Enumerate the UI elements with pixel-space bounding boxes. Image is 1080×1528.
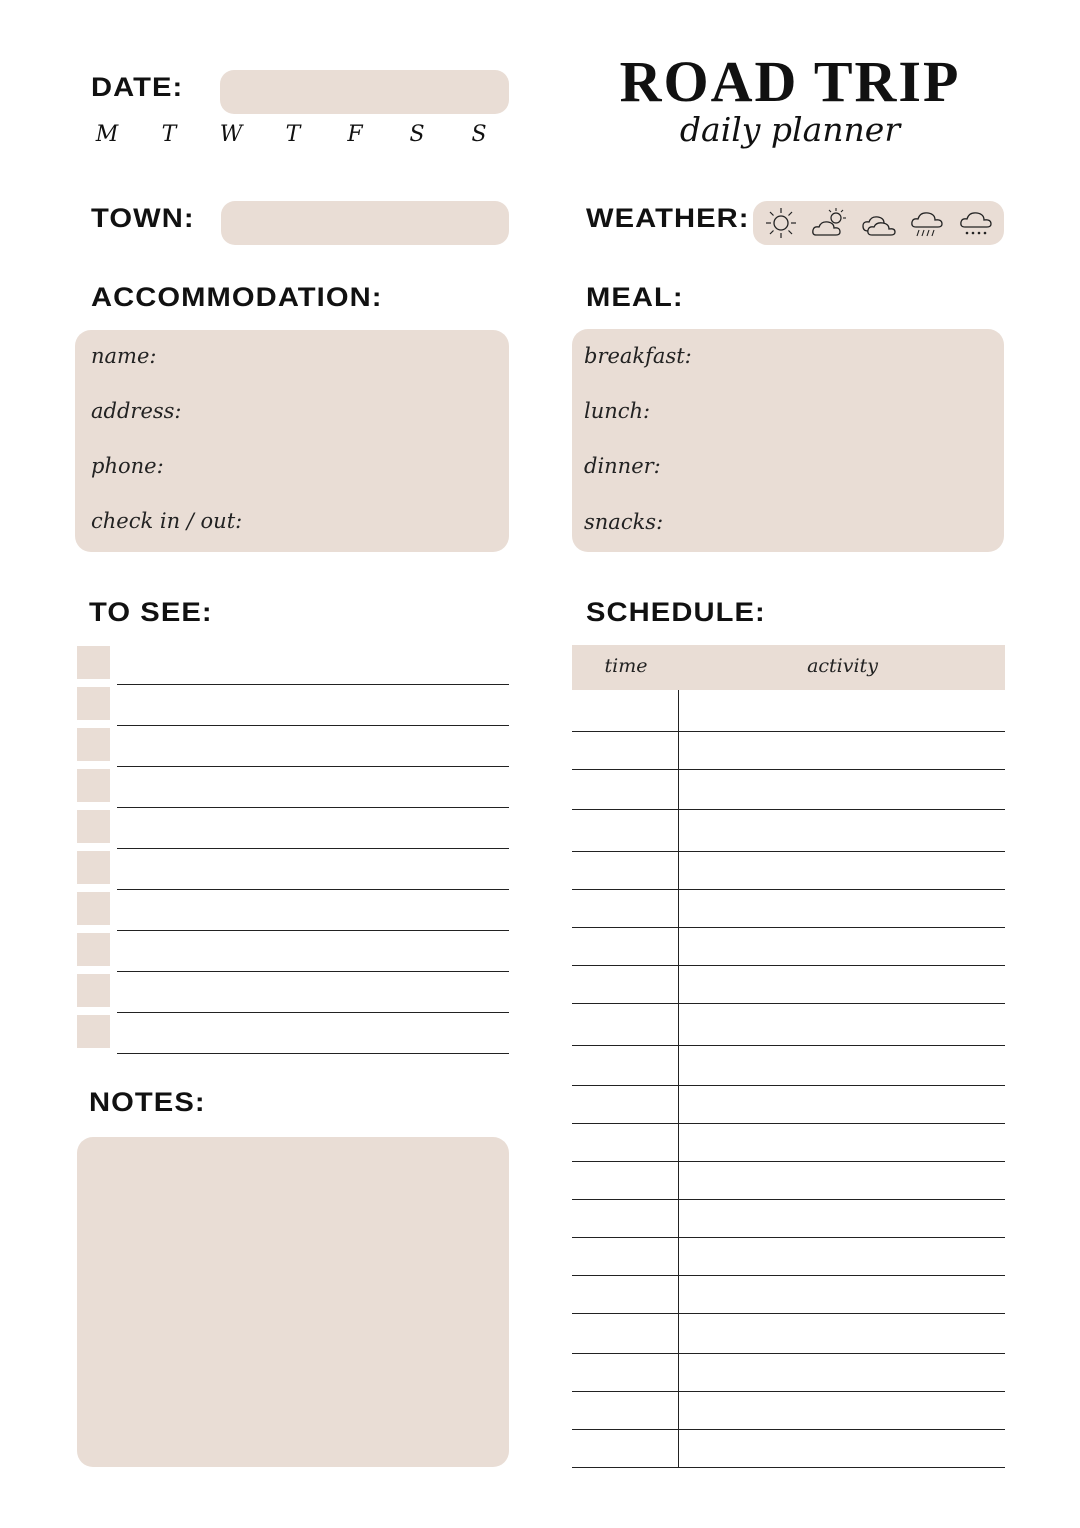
- to-see-line[interactable]: [117, 1012, 509, 1013]
- accommodation-address-label: address:: [91, 399, 182, 423]
- accommodation-name-label: name:: [91, 344, 157, 368]
- schedule-row-line[interactable]: [572, 1003, 1005, 1004]
- to-see-line[interactable]: [117, 971, 509, 972]
- schedule-row-line[interactable]: [572, 769, 1005, 770]
- schedule-row-line[interactable]: [572, 1045, 1005, 1046]
- schedule-row-line[interactable]: [572, 1275, 1005, 1276]
- notes-label: NOTES:: [89, 1087, 206, 1117]
- schedule-row-line[interactable]: [572, 1161, 1005, 1162]
- schedule-row-line[interactable]: [572, 1313, 1005, 1314]
- partly-cloudy-icon[interactable]: [810, 205, 850, 241]
- to-see-line[interactable]: [117, 889, 509, 890]
- weekday-tue[interactable]: T: [161, 122, 177, 147]
- weather-label: WEATHER:: [586, 203, 750, 233]
- weekday-thu[interactable]: T: [285, 122, 301, 147]
- cloudy-icon[interactable]: [858, 205, 898, 241]
- town-field[interactable]: [221, 201, 509, 245]
- to-see-checkbox[interactable]: [77, 687, 110, 720]
- to-see-label: TO SEE:: [89, 597, 213, 627]
- accommodation-phone-label: phone:: [91, 454, 164, 478]
- schedule-row-line[interactable]: [572, 1429, 1005, 1430]
- schedule-row-line[interactable]: [572, 927, 1005, 928]
- date-label: DATE:: [91, 72, 184, 102]
- meal-snacks-label: snacks:: [584, 510, 664, 534]
- schedule-header: [572, 645, 1005, 690]
- to-see-checkbox[interactable]: [77, 933, 110, 966]
- meal-breakfast-label: breakfast:: [584, 344, 692, 368]
- weekday-sat[interactable]: S: [409, 122, 425, 147]
- accommodation-label: ACCOMMODATION:: [91, 282, 383, 312]
- schedule-row-line[interactable]: [572, 1353, 1005, 1354]
- to-see-checkbox[interactable]: [77, 769, 110, 802]
- meal-dinner-label: dinner:: [584, 454, 661, 478]
- to-see-line[interactable]: [117, 684, 509, 685]
- to-see-checkbox[interactable]: [77, 646, 110, 679]
- to-see-checkbox[interactable]: [77, 974, 110, 1007]
- to-see-checkbox[interactable]: [77, 1015, 110, 1048]
- to-see-checkbox[interactable]: [77, 851, 110, 884]
- to-see-line[interactable]: [117, 848, 509, 849]
- schedule-row-line[interactable]: [572, 851, 1005, 852]
- schedule-row-line[interactable]: [572, 809, 1005, 810]
- schedule-row-line[interactable]: [572, 1123, 1005, 1124]
- to-see-checkbox[interactable]: [77, 892, 110, 925]
- to-see-line[interactable]: [117, 725, 509, 726]
- schedule-activity-header: activity: [807, 655, 878, 677]
- weather-selector: [753, 201, 1004, 245]
- sun-icon[interactable]: [761, 205, 801, 241]
- schedule-row-line[interactable]: [572, 889, 1005, 890]
- to-see-checkbox[interactable]: [77, 810, 110, 843]
- to-see-line[interactable]: [117, 766, 509, 767]
- notes-box[interactable]: [77, 1137, 509, 1467]
- schedule-row-line[interactable]: [572, 731, 1005, 732]
- schedule-row-line[interactable]: [572, 1391, 1005, 1392]
- to-see-line[interactable]: [117, 1053, 509, 1054]
- to-see-checkbox[interactable]: [77, 728, 110, 761]
- accommodation-box[interactable]: [75, 330, 509, 552]
- weekday-wed[interactable]: W: [219, 122, 243, 147]
- meal-box[interactable]: [572, 329, 1004, 552]
- accommodation-checkin-label: check in / out:: [91, 509, 243, 533]
- schedule-time-header: time: [604, 655, 648, 677]
- weekday-fri[interactable]: F: [347, 122, 363, 147]
- page-subtitle: daily planner: [679, 110, 901, 149]
- date-field[interactable]: [220, 70, 509, 114]
- schedule-row-line[interactable]: [572, 1085, 1005, 1086]
- weekday-mon[interactable]: M: [95, 122, 119, 147]
- to-see-line[interactable]: [117, 807, 509, 808]
- meal-lunch-label: lunch:: [584, 399, 651, 423]
- weekday-sun[interactable]: S: [471, 122, 487, 147]
- schedule-row-line[interactable]: [572, 965, 1005, 966]
- schedule-row-line[interactable]: [572, 1199, 1005, 1200]
- schedule-row-line[interactable]: [572, 1237, 1005, 1238]
- schedule-column-divider: [678, 690, 679, 1467]
- meal-label: MEAL:: [586, 282, 684, 312]
- schedule-row-line[interactable]: [572, 1467, 1005, 1468]
- rain-icon[interactable]: [907, 205, 947, 241]
- page-title: ROAD TRIP: [619, 49, 961, 114]
- town-label: TOWN:: [91, 203, 195, 233]
- weekday-row: [92, 122, 492, 152]
- schedule-label: SCHEDULE:: [586, 597, 766, 627]
- snow-icon[interactable]: [956, 205, 996, 241]
- to-see-line[interactable]: [117, 930, 509, 931]
